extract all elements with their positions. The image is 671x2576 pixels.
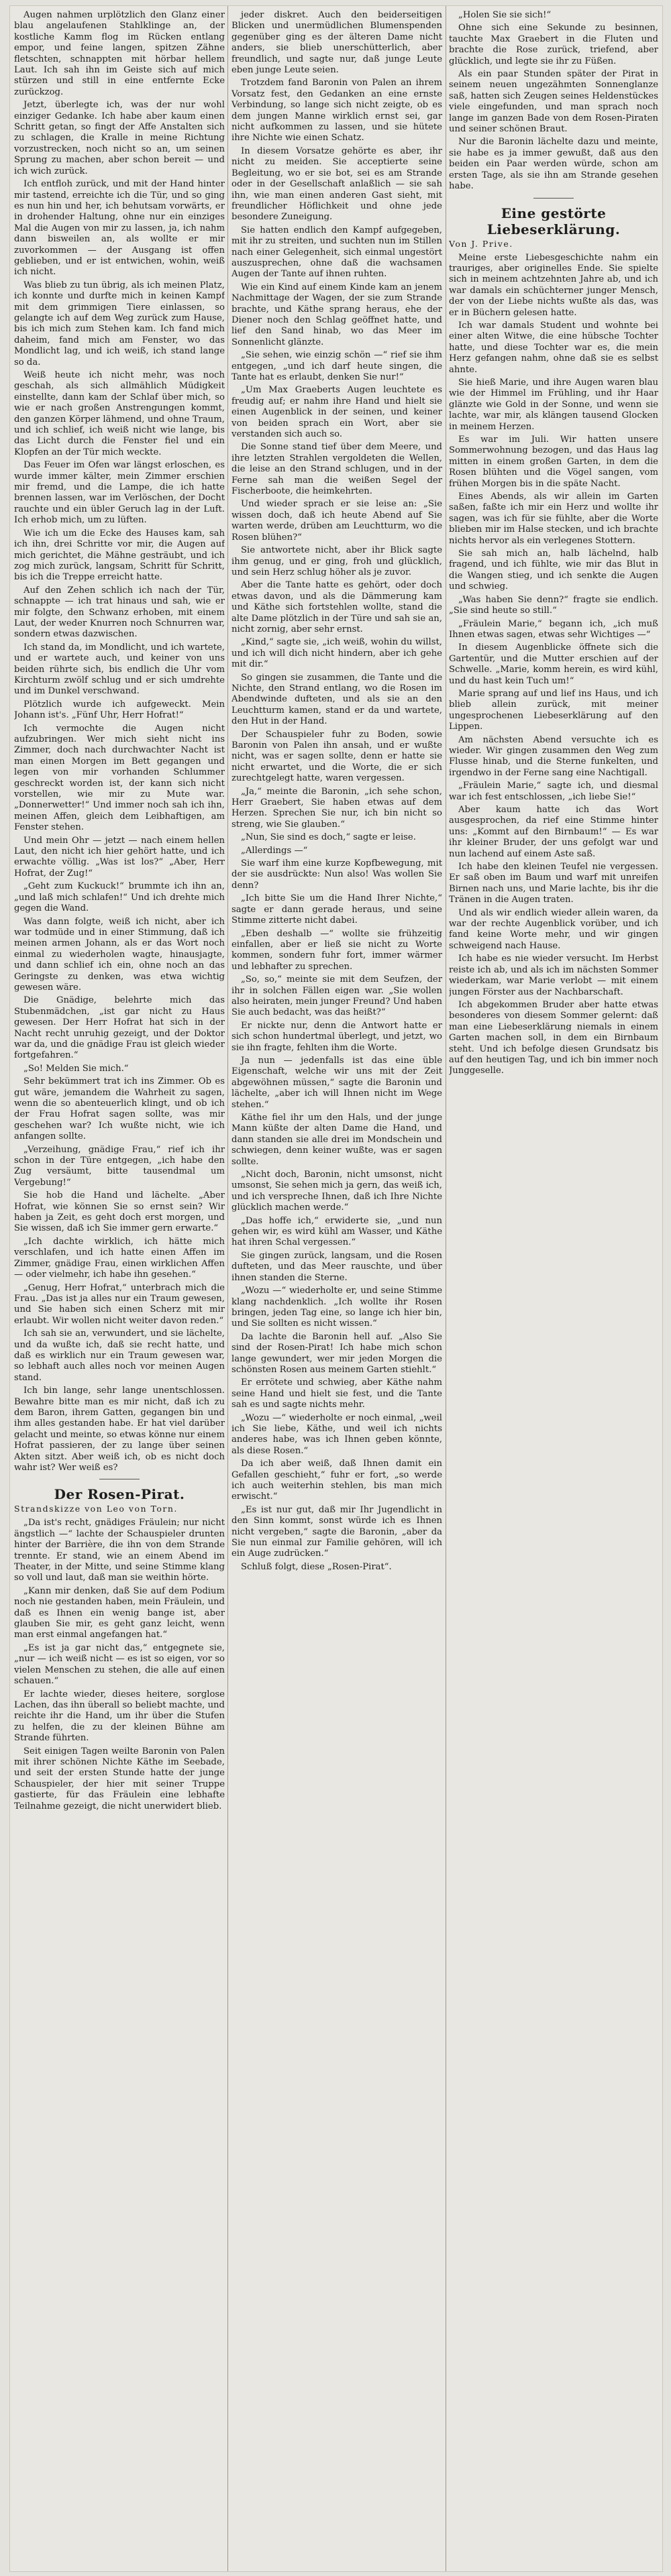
article-paragraph: Nur die Baronin lächelte dazu und meinte, sie habe es ja immer gewußt, daß aus den beiden ein Paar werden würde, schon am ersten Tage, als sie ihn am Strande gesehen habe. xyxy=(449,137,658,192)
article-paragraph: Sie hatten endlich den Kampf aufgegeben, mit ihr zu streiten, und suchten nun im Stillen nach einer Gelegenheit, sich einmal ungestört auszusprechen, ohne daß die wachsamen Augen der Tante auf ihnen ruhten. xyxy=(231,225,442,280)
article-paragraph: Ich bin lange, sehr lange unentschlossen. Bewahre bitte man es mir nicht, daß ich zu dem Baron, ihrem Gatten, gegangen bin und ihm alles gestanden habe. Er hat viel darüber gelacht und meinte, so etwas könne nur einem Hofrat passieren, der zu lange über seinen Akten sitzt. Aber weiß ich, ob es nicht doch wahr ist? Wer weiß es? xyxy=(14,1386,225,1473)
article-paragraph: jeder diskret. Auch den beiderseitigen Blicken und unermüdlichen Blumenspenden gegenüber ging es der älteren Dame nicht anders, sie blieb unerschütterlich, aber freundlich, und sagte nur, daß junge Leute eben junge Leute seien. xyxy=(231,10,442,76)
article-paragraph: Eines Abends, als wir allein im Garten saßen, faßte ich mir ein Herz und wollte ihr sagen, was ich für sie fühlte, aber die Worte blieben mir im Halse stecken, und ich brachte nichts hervor als ein verlegenes Stottern. xyxy=(449,492,658,546)
article-paragraph: Und mein Ohr — jetzt — nach einem hellen Laut, den nicht ich hier gehört hatte, und ich erwachte völlig. „Was ist los?“ „Aber, Herr Hofrat, der Zug!“ xyxy=(14,835,225,879)
article-paragraph: Augen nahmen urplötzlich den Glanz einer blau angelaufenen Stahlklinge an, der kostliche Kamm flog im Rücken entlang empor, und feine langen, spitzen Zähne fletschten, schnappten mit hörbar hellem Laut. Ich sah ihn im Geiste sich auf mich stürzen und still in eine entfernte Ecke zurückzog. xyxy=(14,10,225,97)
article-paragraph: „Sie sehen, wie einzig schön —“ rief sie ihm entgegen, „und ich darf heute singen, die Tante hat es erlaubt, denken Sie nur!“ xyxy=(231,350,442,382)
article-paragraph: So gingen sie zusammen, die Tante und die Nichte, den Strand entlang, wo die Rosen im Abendwinde dufteten, und als sie an den Leuchtturm kamen, stand er da und wartete, den Hut in der Hand. xyxy=(231,672,442,727)
article-paragraph: Ohne sich eine Sekunde zu besinnen, tauchte Max Graebert in die Fluten und brachte die Rose zurück, triefend, aber glücklich, und legte sie ihr zu Füßen. xyxy=(449,23,658,66)
article-paragraph: Plötzlich wurde ich aufgeweckt. Mein Johann ist's. „Fünf Uhr, Herr Hofrat!“ xyxy=(14,699,225,721)
section-rule xyxy=(533,198,574,199)
article-paragraph: „Es ist nur gut, daß mir Ihr Jugendlicht in den Sinn kommt, sonst würde ich es Ihnen nicht vergeben,“ sagte die Baronin, „aber da Sie nun einmal zur Familie gehören, will ich ein Auge zudrücken.“ xyxy=(231,1504,442,1559)
article-paragraph: Ich war damals Student und wohnte bei einer alten Witwe, die eine hübsche Tochter hatte, und diese Tochter war es, die mein Herz gefangen nahm, ohne daß sie es selbst ahnte. xyxy=(449,320,658,375)
article-paragraph: In diesem Augenblicke öffnete sich die Gartentür, und die Mutter erschien auf der Schwelle. „Marie, komm herein, es wird kühl, und du hast kein Tuch um!“ xyxy=(449,642,658,686)
article-paragraph: Der Schauspieler fuhr zu Boden, sowie Baronin von Palen ihn ansah, und er wußte nicht, was er sagen sollte, denn er hatte sie nicht erwartet, und die Worte, die er sich zurechtgelegt hatte, waren vergessen. xyxy=(231,729,442,784)
article-paragraph: Da lachte die Baronin hell auf. „Also Sie sind der Rosen-Pirat! Ich habe mich schon lange gewundert, wer mir jeden Morgen die schönsten Rosen aus meinem Garten stiehlt.“ xyxy=(231,1331,442,1375)
article-paragraph: Meine erste Liebesgeschichte nahm ein trauriges, aber originelles Ende. Sie spielte sich in meinem achtzehnten Jahre ab, und ich war damals ein schüchterner junger Mensch, der von der Liebe nichts wußte als das, was er in Büchern gelesen hatte. xyxy=(449,252,658,318)
article-paragraph: Weiß heute ich nicht mehr, was noch geschah, als sich allmählich Müdigkeit einstellte, dann kam der Schlaf über mich, so wie er nach großen Anstrengungen kommt, den ganzen Körper lähmend, und ohne Traum, und ich schlief, ich weiß nicht wie lange, bis das Licht durch die Fenster fiel und ein Klopfen an der Tür mich weckte. xyxy=(14,370,225,457)
article-paragraph: Er nickte nur, denn die Antwort hatte er sich schon hundertmal überlegt, und jetzt, wo sie ihn fragte, fehlten ihm die Worte. xyxy=(231,1020,442,1053)
article-paragraph: Trotzdem fand Baronin von Palen an ihrem Vorsatz fest, den Gedanken an eine ernste Verbindung, so lange sich nicht zeigte, ob es dem jungen Manne wirklich ernst sei, gar nicht aufkommen zu lassen, und sie hütete ihre Nichte wie einen Schatz. xyxy=(231,78,442,144)
article-paragraph: Ich habe den kleinen Teufel nie vergessen. Er saß oben im Baum und warf mit unreifen Birnen nach uns, und Marie lachte, bis ihr die Tränen in die Augen traten. xyxy=(449,862,658,905)
article-paragraph: Die Gnädige, belehrte mich das Stubenmädchen, „ist gar nicht zu Haus gewesen. Der Herr Hofrat hat sich in der Nacht recht unruhig gezeigt, und der Doktor war da, und die gnädige Frau ist gleich wieder fortgefahren.“ xyxy=(14,995,225,1061)
article-paragraph: Am nächsten Abend versuchte ich es wieder. Wir gingen zusammen den Weg zum Flusse hinab, und die Sterne funkelten, und irgendwo in der Ferne sang eine Nachtigall. xyxy=(449,734,658,778)
article-paragraph: Sie gingen zurück, langsam, und die Rosen dufteten, und das Meer rauschte, und über ihnen standen die Sterne. xyxy=(231,1250,442,1283)
article-paragraph: Sehr bekümmert trat ich ins Zimmer. Ob es gut wäre, jemandem die Wahrheit zu sagen, wenn die so abenteuerlich klingt, und ob ich der Frau Hofrat sagen sollte, was mir geschehen war? Ich wußte nicht, wie ich anfangen sollte. xyxy=(14,1076,225,1142)
article-paragraph: Marie sprang auf und lief ins Haus, und ich blieb allein zurück, mit meiner ungesprochenen Liebeserklärung auf den Lippen. xyxy=(449,688,658,732)
article-paragraph: Auf den Zehen schlich ich nach der Tür, schnappte — ich trat hinaus und sah, wie er mir folgte, den Schwanz erhoben, mit einem Laut, der weder Knurren noch Schnurren war, sondern etwas dazwischen. xyxy=(14,585,225,640)
article-paragraph: Da ich aber weiß, daß Ihnen damit ein Gefallen geschieht,“ fuhr er fort, „so werde ich auch weiterhin stehlen, bis man mich erwischt.“ xyxy=(231,1459,442,1502)
story-byline: Von J. Prive. xyxy=(449,238,513,249)
article-paragraph: Das Feuer im Ofen war längst erloschen, es wurde immer kälter, mein Zimmer erschien mir fremd, und die Lampe, die ich hatte brennen lassen, war im Verlöschen, der Docht rauchte und ein übler Geruch lag in der Luft. Ich erhob mich, um zu lüften. xyxy=(14,460,225,526)
article-paragraph: Sie hieß Marie, und ihre Augen waren blau wie der Himmel im Frühling, und ihr Haar glänzte wie Gold in der Sonne, und wenn sie lachte, war mir, als klängen tausend Glocken in meinem Herzen. xyxy=(449,377,658,432)
article-paragraph: Jetzt, überlegte ich, was der nur wohl einziger Gedanke. Ich habe aber kaum einen Schritt getan, so fingt der Affe Anstalten sich zu schlagen, die Kralle in meine Richtung vorzustrecken, noch nicht so an, um seinen Sprung zu machen, aber schon bereit — und ich wich zurück. xyxy=(14,100,225,176)
article-paragraph: Und als wir endlich wieder allein waren, da war der rechte Augenblick vorüber, und ich fand keine Worte mehr, und wir gingen schweigend nach Hause. xyxy=(449,907,658,951)
newspaper-page xyxy=(9,5,663,2572)
article-paragraph: „Ich dachte wirklich, ich hätte mich verschlafen, und ich hatte einen Affen im Zimmer, gnädige Frau, einen wirklichen Affen — oder vielmehr, ich habe ihn gesehen.“ xyxy=(14,1236,225,1280)
article-paragraph: „Geht zum Kuckuck!“ brummte ich ihn an, „und laß mich schlafen!“ Und ich drehte mich gegen die Wand. xyxy=(14,881,225,914)
article-paragraph: „Genug, Herr Hofrat,“ unterbrach mich die Frau. „Das ist ja alles nur ein Traum gewesen, und Sie haben sich einen Scherz mit mir erlaubt. Wir wollen nicht weiter davon reden.“ xyxy=(14,1282,225,1326)
article-paragraph: Die Sonne stand tief über dem Meere, und ihre letzten Strahlen vergoldeten die Wellen, die leise an den Strand schlugen, und in der Ferne sah man die weißen Segel der Fischerboote, die heimkehrten. xyxy=(231,442,442,497)
article-paragraph: „Das hoffe ich,“ erwiderte sie, „und nun gehen wir, es wird kühl am Wasser, und Käthe hat ihren Schal vergessen.“ xyxy=(231,1215,442,1248)
column-1 xyxy=(14,6,225,2571)
article-paragraph: Er lachte wieder, dieses heitere, sorglose Lachen, das ihn überall so beliebt machte, und reichte ihr die Hand, um ihr über die Stufen zu helfen, die zu der kleinen Bühne am Strande führten. xyxy=(14,1689,225,1744)
article-paragraph: Sie antwortete nicht, aber ihr Blick sagte ihm genug, und er ging, froh und glücklich, und sein Herz schlug höher als je zuvor. xyxy=(231,545,442,577)
article-paragraph: „Holen Sie sie sich!“ xyxy=(458,10,552,20)
article-paragraph: „Fräulein Marie,“ begann ich, „ich muß Ihnen etwas sagen, etwas sehr Wichtiges —“ xyxy=(449,618,658,640)
article-paragraph: Sie hob die Hand und lächelte. „Aber Hofrat, wie können Sie so ernst sein? Wir haben ja Zeit, es geht doch erst morgen, und Sie wissen, daß ich Sie immer gern erwarte.“ xyxy=(14,1190,225,1234)
article-paragraph: Ich sah sie an, verwundert, und sie lächelte, und da wußte ich, daß sie recht hatte, und daß es wirklich nur ein Traum gewesen war, so lebhaft auch alles noch vor meinen Augen stand. xyxy=(14,1329,225,1383)
article-paragraph: Ich habe es nie wieder versucht. Im Herbst reiste ich ab, und als ich im nächsten Sommer wiederkam, war Marie verlobt — mit einem jungen Förster aus der Nachbarschaft. xyxy=(449,954,658,997)
column-divider xyxy=(227,6,228,2571)
article-paragraph: „Kann mir denken, daß Sie auf dem Podium noch nie gestanden haben, mein Fräulein, und daß es Ihnen ein wenig bange ist, aber glauben Sie mir, es geht ganz leicht, wenn man erst einmal angefangen hat.“ xyxy=(14,1585,225,1640)
article-paragraph: „Ja,“ meinte die Baronin, „ich sehe schon, Herr Graebert, Sie haben etwas auf dem Herzen. Sprechen Sie nur, ich bin nicht so streng, wie Sie glauben.“ xyxy=(231,786,442,830)
article-paragraph: „Eben deshalb —“ wollte sie frühzeitig einfallen, aber er ließ sie nicht zu Worte kommen, sondern fuhr fort, immer wärmer und lebhafter zu sprechen. xyxy=(231,928,442,972)
article-paragraph: „Nun, Sie sind es doch,“ sagte er leise. xyxy=(241,832,416,843)
article-paragraph: Was dann folgte, weiß ich nicht, aber ich war todmüde und in einer Stimmung, daß ich meinen armen Johann, als er das Wort noch einmal zu wiederholen wagte, hinausjagte, und dann schlief ich ein, ohne noch an das Geringste zu denken, was etwa wichtig gewesen wäre. xyxy=(14,916,225,993)
article-paragraph: Sie sah mich an, halb lächelnd, halb fragend, und ich fühlte, wie mir das Blut in die Wangen stieg, und ich senkte die Augen und schwieg. xyxy=(449,549,658,592)
article-paragraph: In diesem Vorsatze gehörte es aber, ihr nicht zu meiden. Sie acceptierte seine Begleitung, wo er sie bot, sei es am Strande oder in der Gesellschaft anlaßlich — sie sah ihn, wie man einen anderen Gast sieht, mit freundlicher Höflichkeit und ohne jede besondere Zuneigung. xyxy=(231,146,442,223)
story-title: Eine gestörte Liebeserklärung. xyxy=(486,205,621,237)
article-paragraph: Wie ein Kind auf einem Kinde kam an jenem Nachmittage der Wagen, der sie zum Strande brachte, und Käthe sprang heraus, ehe der Diener noch den Schlag geöffnet hatte, und lief den Sand hinab, wo das Meer im Sonnenlicht glänzte. xyxy=(231,282,442,347)
article-paragraph: „So! Melden Sie mich.“ xyxy=(23,1063,129,1074)
column-3 xyxy=(449,6,658,2571)
article-paragraph: „Wozu —“ wiederholte er, und seine Stimme klang nachdenklich. „Ich wollte ihr Rosen bringen, jeden Tag eine, so lange ich hier bin, und Sie sollten es nicht wissen.“ xyxy=(231,1286,442,1329)
story-byline: Strandskizze von Leo von Torn. xyxy=(14,1504,178,1514)
article-paragraph: Käthe fiel ihr um den Hals, und der junge Mann küßte der alten Dame die Hand, und dann standen sie alle drei im Mondschein und schwiegen, denn keiner wußte, was er sagen sollte. xyxy=(231,1113,442,1167)
article-paragraph: „Um Max Graeberts Augen leuchtete es freudig auf; er nahm ihre Hand und hielt sie einen Augenblick in der seinen, und keiner von beiden sprach ein Wort, aber sie verstanden sich auch so. xyxy=(231,385,442,440)
article-paragraph: Ich abgekommen Bruder aber hatte etwas besonderes von diesem Sommer gelernt: daß man eine Liebeserklärung niemals in einem Garten machen soll, in dem ein Birnbaum steht. Und ich befolge diesen Grundsatz bis auf den heutigen Tag, und ich bin immer noch Junggeselle. xyxy=(449,999,658,1076)
article-paragraph: „Wozu —“ wiederholte er noch einmal, „weil ich Sie liebe, Käthe, und weil ich nichts anderes habe, was ich Ihnen geben könnte, als diese Rosen.“ xyxy=(231,1412,442,1456)
article-paragraph: Aber die Tante hatte es gehört, oder doch etwas davon, und als die Dämmerung kam und Käthe sich fortstehlen wollte, stand die alte Dame plötzlich in der Türe und sah sie an, nicht zornig, aber sehr ernst. xyxy=(231,580,442,634)
article-paragraph: Was blieb zu tun übrig, als ich meinen Platz, ich konnte und durfte mich in keinen Kampf mit dem grimmigen Tiere einlassen, so gelangte ich auf dem Weg zurück zum Hause, bis ich mich zum Stehen kam. Ich fand mich daheim, fand mich am Fenster, wo das Mondlicht lag, und ich weiß, ich stand lange so da. xyxy=(14,280,225,368)
article-paragraph: „Nicht doch, Baronin, nicht umsonst, nicht umsonst, Sie sehen mich ja gern, das weiß ich, und ich verspreche Ihnen, daß ich Ihre Nichte glücklich machen werde.“ xyxy=(231,1170,442,1213)
article-paragraph: „Ich bitte Sie um die Hand Ihrer Nichte,“ sagte er dann gerade heraus, und seine Stimme zitterte nicht dabei. xyxy=(231,893,442,926)
article-paragraph: Aber kaum hatte ich das Wort ausgesprochen, da rief eine Stimme hinter uns: „Kommt auf den Birnbaum!“ — Es war ihr kleiner Bruder, der uns gefolgt war und nun lachend auf einem Aste saß. xyxy=(449,805,658,859)
article-paragraph: Seit einigen Tagen weilte Baronin von Palen mit ihrer schönen Nichte Käthe im Seebade, und seit der ersten Stunde hatte der junge Schauspieler, der hier mit seiner Truppe gastierte, für das Fräulein eine lebhafte Teilnahme gezeigt, die nicht unerwidert blieb. xyxy=(14,1746,225,1811)
article-paragraph: Und wieder sprach er sie leise an: „Sie wissen doch, daß ich heute Abend auf Sie warten werde, drüben am Leuchtturm, wo die Rosen blühen?“ xyxy=(231,499,442,543)
article-paragraph: „Was haben Sie denn?“ fragte sie endlich. „Sie sind heute so still.“ xyxy=(449,594,658,616)
article-paragraph: „Da ist's recht, gnädiges Fräulein; nur nicht ängstlich —“ lachte der Schauspieler drunten hinter der Barrière, die ihn von dem Strande trennte. Er stand, wie an einem Abend im Theater, in der Mitte, und seine Stimme klang so voll und laut, daß man sie weithin hörte. xyxy=(14,1518,225,1583)
article-paragraph: Sie warf ihm eine kurze Kopfbewegung, mit der sie ausdrückte: Nun also! Was wollen Sie denn? xyxy=(231,858,442,891)
article-paragraph: „So, so,“ meinte sie mit dem Seufzen, der ihr in solchen Fällen eigen war. „Sie wollen also heiraten, mein junger Freund? Und haben Sie auch bedacht, was das heißt?“ xyxy=(231,974,442,1018)
article-paragraph: Als ein paar Stunden später der Pirat in seinem neuen ungezähmten Sonnenglanze saß, hatten sich Zeugen seines Heldenstückes viele eingefunden, und man sprach noch lange im ganzen Bade von dem Rosen-Piraten und seiner schönen Braut. xyxy=(449,69,658,135)
article-paragraph: Ich vermochte die Augen nicht aufzubringen. Wer mich sieht nicht ins Zimmer, doch nach durchwachter Nacht ist man einen Morgen im Bett gegangen und legen von mir vorhanden Schlummer geschreckt worden ist, der kann sich nicht vorstellen, wie mir zu Mute war. „Donnerwetter!“ Und immer noch sah ich ihn, meinen Affen, gleich dem Leibhaftigen, am Fenster stehen. xyxy=(14,723,225,833)
article-paragraph: Er errötete und schwieg, aber Käthe nahm seine Hand und hielt sie fest, und die Tante sah es und sagte nichts mehr. xyxy=(231,1378,442,1410)
column-2 xyxy=(231,6,442,2571)
story-title: Der Rosen-Pirat. xyxy=(54,1486,185,1503)
article-paragraph: Ich entfloh zurück, und mit der Hand hinter mir tastend, erreichte ich die Tür, und so ging es nun hin und her, ich behutsam vorwärts, er in drohender Haltung, ohne nur ein einziges Mal die Augen von mir zu lassen, ja, ich nahm dann bisweilen an, als wollte er mir zuvorkommen — der Ausgang ist offen geblieben, und er ist entwichen, wohin, weiß ich nicht. xyxy=(14,179,225,278)
article-paragraph: „Allerdings —“ xyxy=(241,845,308,856)
article-paragraph: „Verzeihung, gnädige Frau,“ rief ich ihr schon in der Türe entgegen, „ich habe den Zug versäumt, bitte tausendmal um Vergebung!“ xyxy=(14,1144,225,1188)
article-paragraph: Ja nun — jedenfalls ist das eine üble Eigenschaft, welche wir uns mit der Zeit abgewöhnen müssen,“ sagte die Baronin und lächelte, „aber ich will Ihnen nicht im Wege stehen.“ xyxy=(231,1055,442,1110)
closing-line: Schluß folgt, diese „Rosen-Pirat“. xyxy=(241,1561,392,1572)
article-paragraph: „Fräulein Marie,“ sagte ich, und diesmal war ich fest entschlossen, „ich liebe Sie!“ xyxy=(449,781,658,802)
article-paragraph: „Es ist ja gar nicht das,“ entgegnete sie, „nur — ich weiß nicht — es ist so eigen, vor so vielen Menschen zu stehen, die alle auf einen schauen.“ xyxy=(14,1642,225,1687)
article-paragraph: Es war im Juli. Wir hatten unsere Sommerwohnung bezogen, und das Haus lag mitten in einem großen Garten, in dem die Rosen blühten und die Vögel sangen, vom frühen Morgen bis in die späte Nacht. xyxy=(449,435,658,489)
article-paragraph: „Kind,“ sagte sie, „ich weiß, wohin du willst, und ich will dich nicht hindern, aber ich gehe mit dir.“ xyxy=(231,637,442,670)
article-paragraph: Wie ich um die Ecke des Hauses kam, sah ich ihn, drei Schritte vor mir, die Augen auf mich gerichtet, die Mähne gesträubt, und ich zog mich zurück, langsam, Schritt für Schritt, bis ich die Treppe erreicht hatte. xyxy=(14,528,225,583)
article-paragraph: Ich stand da, im Mondlicht, und ich wartete, und er wartete auch, und keiner von uns beiden rührte sich, bis endlich die Uhr vom Kirchturm zwölf schlug und er sich umdrehte und im Dunkel verschwand. xyxy=(14,642,225,697)
